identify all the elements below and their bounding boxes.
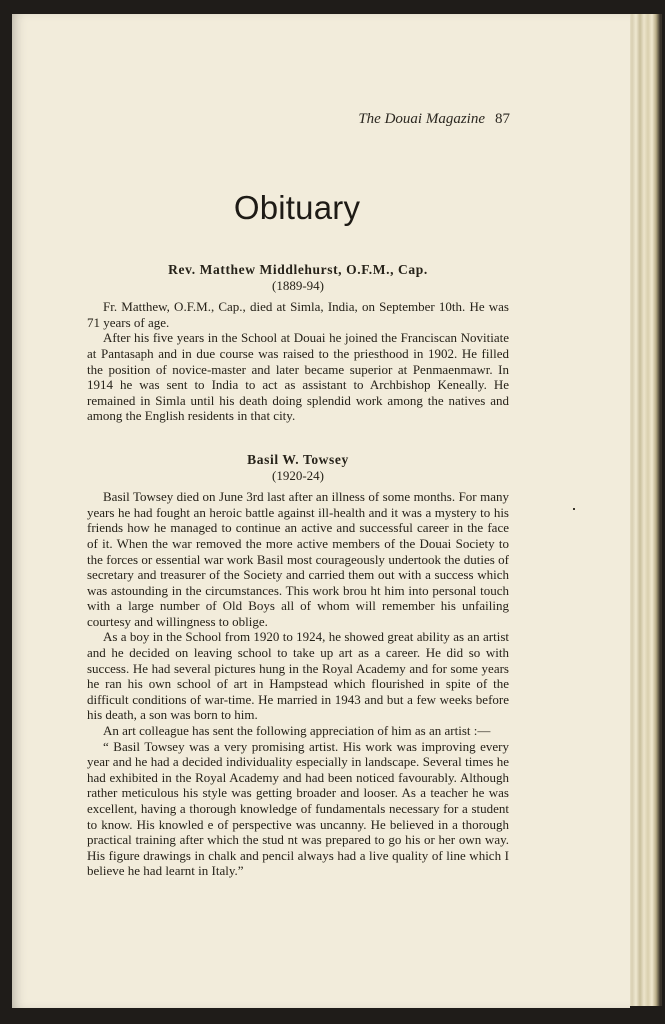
- paragraph: After his five years in the School at Douai he joined the Franciscan Novitiate at Pantasaph and in due course was raised to the priesthood in 1902. He filled the position of novice-master and later became superior at Penmaenmawr. In 1914 he was sent to India to act as assistant to Archbishop Keneally. He remained in Simla until his death doing splendid work among the natives and among the English residents in that city.: [87, 330, 509, 424]
- paragraph: Basil Towsey died on June 3rd last after an illness of some months. For many years he had fought an heroic battle against ill-health and it was a mystery to his friends how he managed to continue an active and successful career in the face of it. When the war removed the more active members of the Douai Society to the forces or essential war work Basil most courageously undertook the duties of secretary and treasurer of the Society and carried them out with a success which was astounding in the circumstances. This work brou ht him into personal touch with a large number of Old Boys all of whom will remember his unfailing courtesy and willingness to oblige.: [87, 489, 509, 629]
- obituary-entry-middlehurst: [87, 262, 509, 424]
- paragraph: An art colleague has sent the following appreciation of him as an artist :—: [103, 723, 491, 739]
- magazine-page: [12, 14, 630, 1008]
- entry-years: (1889-94): [272, 277, 324, 293]
- entry-name: Rev. Matthew Middlehurst, O.F.M., Cap.: [168, 262, 428, 277]
- section-gap: [87, 424, 509, 452]
- page-number: 87: [495, 111, 510, 127]
- obituary-content: [87, 262, 509, 879]
- obituary-entry-towsey: [87, 452, 509, 879]
- magazine-name: The Douai Magazine: [358, 111, 485, 127]
- running-head: [358, 111, 510, 128]
- entry-years: (1920-24): [272, 467, 324, 483]
- entry-name: Basil W. Towsey: [247, 451, 349, 467]
- paragraph: As a boy in the School from 1920 to 1924, he showed great ability as an artist and he decided on leaving school to take up art as a career. He did so with success. He had several pictures hung in the Royal Academy and for some years he ran his own school of art in Hampstead which flourished in spite of the difficult conditions of war-time. He married in 1943 and but a few weeks before his death, a son was born to him.: [87, 629, 509, 723]
- paragraph: Fr. Matthew, O.F.M., Cap., died at Simla, India, on September 10th. He was 71 years of age.: [87, 299, 509, 330]
- paragraph: “ Basil Towsey was a very promising artist. His work was improving every year and he had a decided individuality especially in landscape. Several times he had exhibited in the Royal Academy and had been noticed favourably. Although rather meticulous his style was getting broader and looser. As a teacher he was excellent, having a thorough knowledge of fundamentals necessary for a student to know. His knowled e of perspective was uncanny. He believed in a thorough practical training after which the stud nt was prepared to go his or her own way. His figure drawings in chalk and pencil always had a live quality of line which I believe he had learnt in Italy.”: [87, 738, 509, 879]
- page-title: Obituary: [233, 189, 361, 226]
- print-speck: [573, 508, 575, 510]
